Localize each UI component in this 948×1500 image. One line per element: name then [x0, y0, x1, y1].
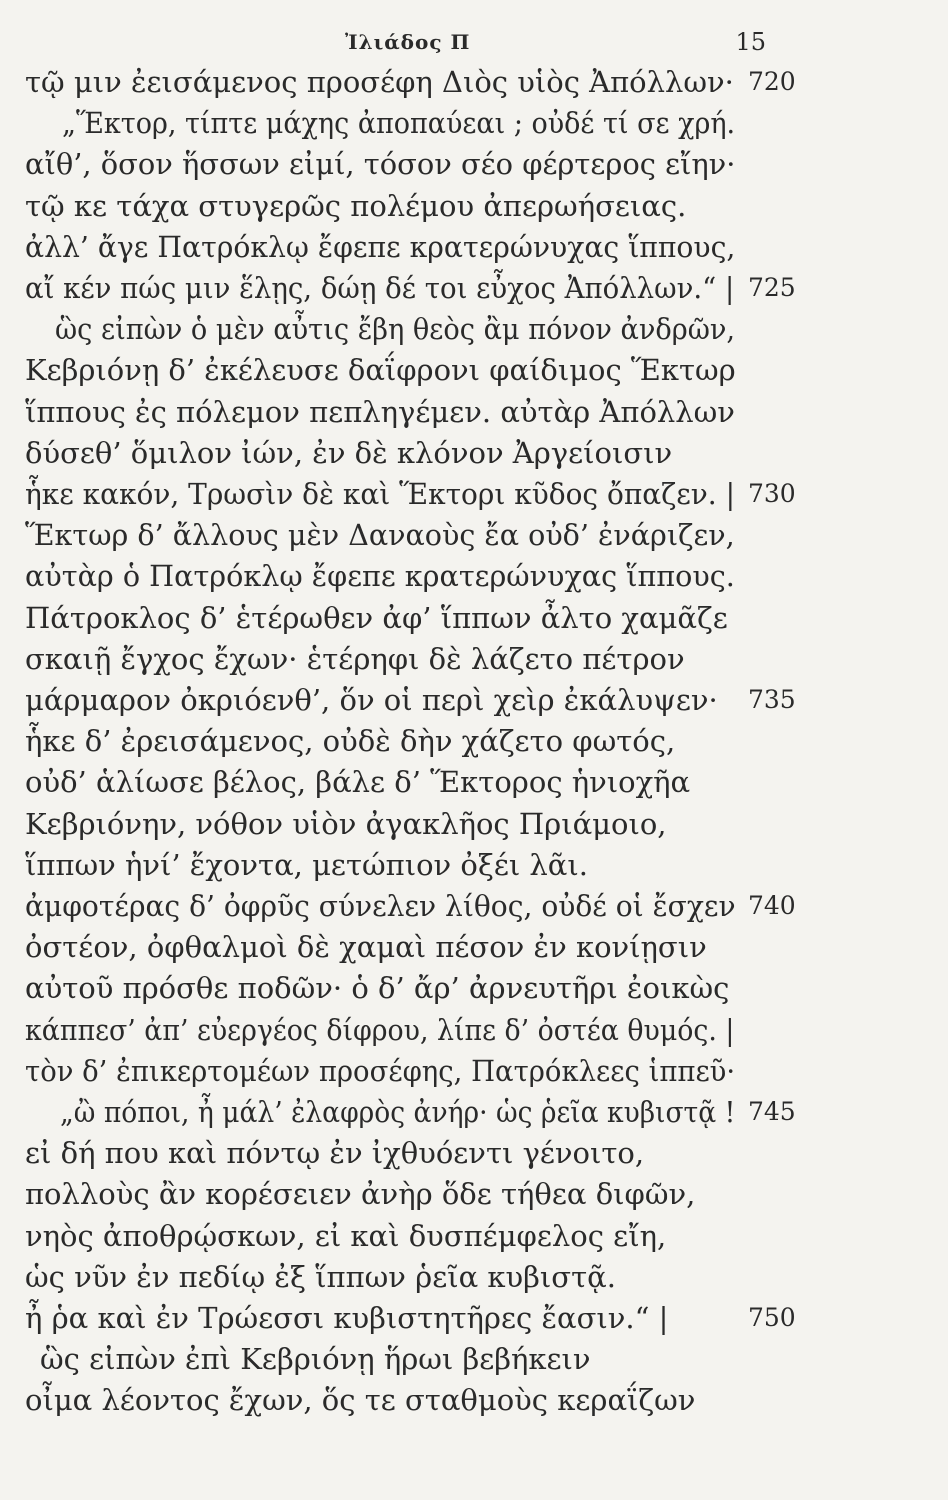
verse-text: τῷ κε τάχα στυγερῶς πολέμου ἀπερωήσειας. [25, 188, 687, 223]
verse-text: μάρμαρον ὀκριόενθ’, ὅν οἱ περὶ χεὶρ ἐκάλυψεν· [25, 683, 718, 717]
verse-text: „ὢ πόποι, ἦ μάλ’ ἐλαφρὸς ἀνήρ· ὡς ῥεῖα κυβιστᾷ ! [60, 1095, 736, 1129]
verse-text: „Ἕκτορ, τίπτε μάχης ἀποπαύεαι ; οὐδέ τί σε χρή. [62, 106, 736, 141]
verse-text: τὸν δ’ ἐπικερτομέων προσέφης, Πατρόκλεες ἱππεῦ· [25, 1053, 736, 1088]
verse-text: αὐτοῦ πρόσθε ποδῶν· ὁ δ’ ἄρ’ ἀρνευτῆρι ἐοικὼς [25, 971, 730, 1006]
verse-text: τῷ μιν ἐεισάμενος προσέφη Διὸς υἱὸς Ἀπόλλων· [25, 65, 734, 99]
verse-text: Ἕκτωρ δ’ ἄλλους μὲν Δαναοὺς ἔα οὐδ’ ἐνάριζεν, [25, 518, 735, 553]
line-number: 735 [748, 685, 796, 714]
page-header [0, 26, 948, 62]
verse-text: αἴθ’, ὅσον ἥσσων εἰμί, τόσον σέο φέρτερος εἴην· [25, 147, 736, 182]
verse-text: ἀμφοτέρας δ’ ὀφρῦς σύνελεν λίθος, οὐδέ οἱ ἔσχεν [25, 889, 736, 923]
verse-text: Κεβριόνῃ δ’ ἐκέλευσε δαΐφρονι φαίδιμος Ἕκτωρ [25, 353, 736, 388]
verse-text: ὡς νῦν ἐν πεδίῳ ἐξ ἵππων ῥεῖα κυβιστᾷ. [25, 1259, 616, 1294]
verse-text: εἰ δή που καὶ πόντῳ ἐν ἰχθυόεντι γένοιτο, [25, 1136, 645, 1171]
page-number: 15 [735, 28, 766, 56]
line-number: 720 [748, 67, 796, 96]
line-number: 745 [748, 1097, 796, 1126]
line-number: 750 [748, 1303, 796, 1332]
verse-text: αἴ κέν πώς μιν ἕλῃς, δώῃ δέ τοι εὖχος Ἀπόλλων.“ | [25, 271, 735, 305]
verse-text: οἶμα λέοντος ἔχων, ὅς τε σταθμοὺς κεραΐζων [25, 1383, 696, 1418]
verse-text: ἦ ῥα καὶ ἐν Τρώεσσι κυβιστητῆρες ἔασιν.“ | [25, 1301, 669, 1335]
verse-text: ἵππους ἐς πόλεμον πεπληγέμεν. αὐτὰρ Ἀπόλλων [25, 394, 735, 429]
verse-text: ἀλλ’ ἄγε Πατρόκλῳ ἔφεπε κρατερώνυχας ἵππους, [25, 229, 736, 264]
verse-text: ὀστέον, ὀφθαλμοὶ δὲ χαμαὶ πέσον ἐν κονίῃσιν [25, 930, 707, 965]
verse-text: Κεβριόνην, νόθον υἱὸν ἀγακλῆος Πριάμοιο, [25, 806, 667, 841]
verse-text: κάππεσ’ ἀπ’ εὐεργέος δίφρου, λίπε δ’ ὀστέα θυμός. | [25, 1012, 735, 1047]
line-number: 725 [748, 273, 796, 302]
verse-text: ἵππων ἡνί’ ἔχοντα, μετώπιον ὀξέι λᾶι. [25, 847, 588, 882]
verse-text: ὣς εἰπὼν ἐπὶ Κεβριόνῃ ἥρωι βεβήκειν [40, 1342, 591, 1377]
running-title: Ἰλιάδος Π [345, 30, 471, 54]
verse-text: σκαιῇ ἔγχος ἔχων· ἑτέρηφι δὲ λάζετο πέτρον [25, 641, 685, 676]
verse-text: οὐδ’ ἁλίωσε βέλος, βάλε δ’ Ἕκτορος ἡνιοχῆα [25, 765, 691, 800]
verse-text: αὐτὰρ ὁ Πατρόκλῳ ἔφεπε κρατερώνυχας ἵππους. [25, 559, 735, 594]
verse-text: δύσεθ’ ὅμιλον ἰών, ἐν δὲ κλόνον Ἀργείοισιν [25, 435, 673, 470]
line-number: 730 [748, 479, 796, 508]
verse-text: νηὸς ἀποθρῴσκων, εἰ καὶ δυσπέμφελος εἴη, [25, 1218, 667, 1253]
verse-line [0, 1380, 948, 1430]
verse-text: πολλοὺς ἂν κορέσειεν ἀνὴρ ὅδε τήθεα διφῶν, [25, 1177, 696, 1212]
verse-text: ἧκε δ’ ἐρεισάμενος, οὐδὲ δὴν χάζετο φωτός, [25, 724, 676, 759]
line-number: 740 [748, 891, 796, 920]
verse-text: ἧκε κακόν, Τρωσὶν δὲ καὶ Ἕκτορι κῦδος ὄπαζεν. | [25, 477, 736, 511]
verse-text: Πάτροκλος δ’ ἑτέρωθεν ἀφ’ ἵππων ἆλτο χαμᾶζε [25, 600, 728, 635]
verse-text: ὣς εἰπὼν ὁ μὲν αὖτις ἔβη θεὸς ἂμ πόνον ἀνδρῶν, [55, 312, 736, 347]
